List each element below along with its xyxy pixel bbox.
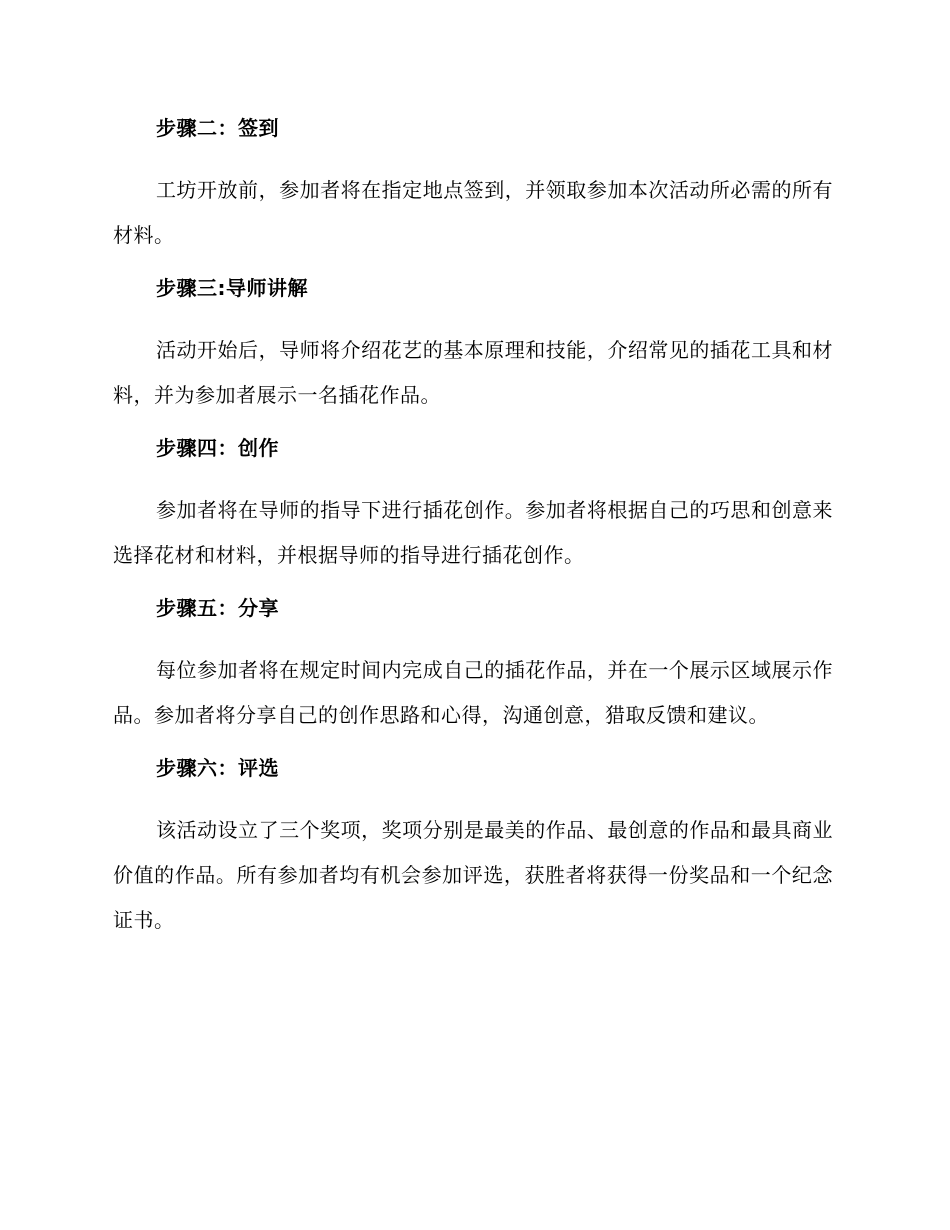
step-five-paragraph: 每位参加者将在规定时间内完成自己的插花作品，并在一个展示区域展示作品。参加者将分享自己的创作思路和心得，沟通创意，猎取反馈和建议。 <box>113 658 833 727</box>
step-two-section <box>113 112 833 258</box>
document-body <box>113 112 833 943</box>
step-three-paragraph: 活动开始后，导师将介绍花艺的基本原理和技能，介绍常见的插花工具和材料，并为参加者展示一名插花作品。 <box>113 338 833 407</box>
step-two-heading: 步骤二：签到 <box>156 116 279 140</box>
step-six-paragraph: 该活动设立了三个奖项，奖项分别是最美的作品、最创意的作品和最具商业价值的作品。所有参加者均有机会参加评选，获胜者将获得一份奖品和一个纪念证书。 <box>113 818 833 932</box>
step-six-heading: 步骤六：评选 <box>156 756 279 780</box>
step-three-section <box>113 272 833 418</box>
step-six-section <box>113 752 833 943</box>
step-four-heading: 步骤四：创作 <box>156 436 279 460</box>
step-two-paragraph: 工坊开放前，参加者将在指定地点签到，并领取参加本次活动所必需的所有材料。 <box>113 178 833 247</box>
step-five-heading: 步骤五：分享 <box>156 596 279 620</box>
step-three-heading: 步骤三:导师讲解 <box>156 276 308 300</box>
step-five-section <box>113 592 833 738</box>
step-four-section <box>113 432 833 578</box>
step-four-paragraph: 参加者将在导师的指导下进行插花创作。参加者将根据自己的巧思和创意来选择花材和材料，并根据导师的指导进行插花创作。 <box>113 498 833 567</box>
